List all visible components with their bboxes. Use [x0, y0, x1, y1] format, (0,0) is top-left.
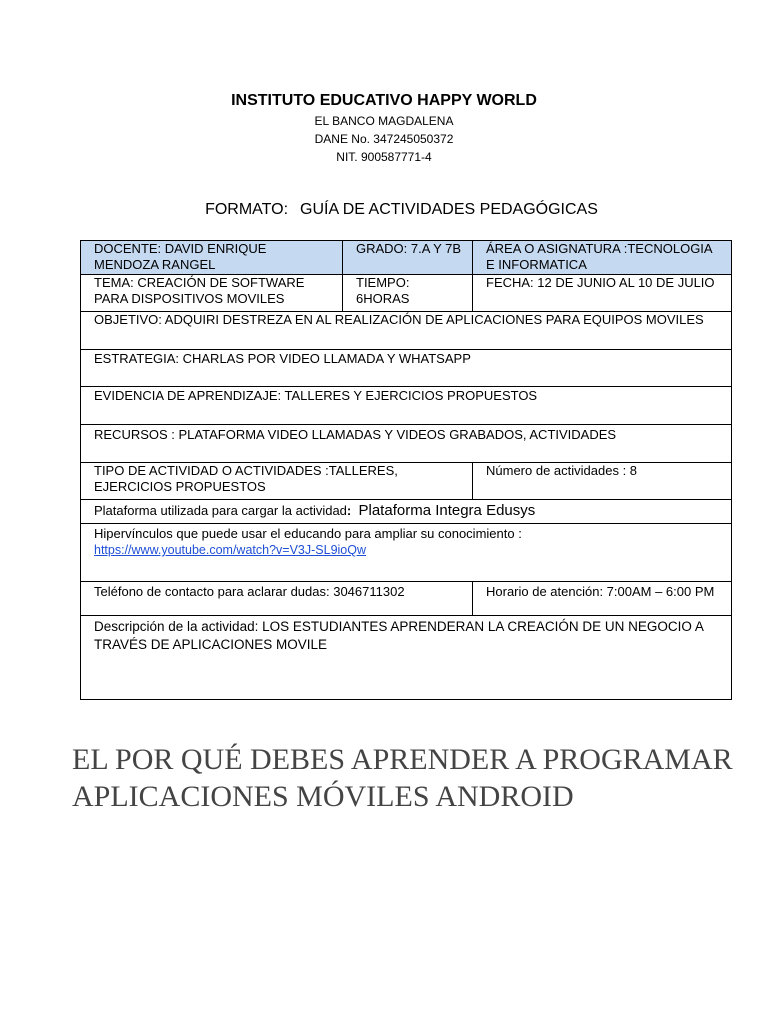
table-row: [81, 582, 732, 616]
area-cell: ÁREA O ASIGNATURA :TECNOLOGIA E INFORMATICA: [473, 241, 732, 275]
estrategia-cell: ESTRATEGIA: CHARLAS POR VIDEO LLAMADA Y WHATSAPP: [81, 350, 732, 387]
institution-name: INSTITUTO EDUCATIVO HAPPY WORLD: [231, 92, 537, 109]
table-row: [81, 312, 732, 350]
descripcion-cell: Descripción de la actividad: LOS ESTUDIANTES APRENDERAN LA CREACIÓN DE UN NEGOCIO A TRAVÉS DE APLICACIONES MOVILE: [81, 616, 732, 700]
table-row: [81, 387, 732, 425]
hipervinculos-label: Hipervínculos que puede usar el educando para ampliar su conocimiento :: [94, 526, 522, 541]
table-row: [81, 425, 732, 463]
dane-number: DANE No. 347245050372: [314, 132, 454, 146]
hipervinculos-cell: [81, 524, 732, 582]
table-row: [81, 463, 732, 500]
table-row: [81, 616, 732, 700]
format-title: GUÍA DE ACTIVIDADES PEDAGÓGICAS: [300, 201, 598, 218]
table-row: [81, 350, 732, 387]
youtube-link[interactable]: https://www.youtube.com/watch?v=V3J-SL9ioQw: [94, 543, 367, 557]
tiempo-cell: TIEMPO: 6HORAS: [343, 275, 473, 312]
table-row: [81, 500, 732, 524]
recursos-cell: RECURSOS : PLATAFORMA VIDEO LLAMADAS Y VIDEOS GRABADOS, ACTIVIDADES: [81, 425, 732, 463]
plataforma-value: Plataforma Integra Edusys: [358, 502, 536, 519]
grado-cell: GRADO: 7.A Y 7B: [343, 241, 473, 275]
objetivo-cell: OBJETIVO: ADQUIRI DESTREZA EN AL REALIZACIÓN DE APLICACIONES PARA EQUIPOS MOVILES: [81, 312, 732, 350]
telefono-cell: Teléfono de contacto para aclarar dudas: 3046711302: [81, 582, 473, 616]
evidencia-cell: EVIDENCIA DE APRENDIZAJE: TALLERES Y EJERCICIOS PROPUESTOS: [81, 387, 732, 425]
fecha-cell: FECHA: 12 DE JUNIO AL 10 DE JULIO: [473, 275, 732, 312]
plataforma-label: Plataforma utilizada para cargar la actividad: [94, 503, 347, 518]
tipo-actividad-cell: TIPO DE ACTIVIDAD O ACTIVIDADES :TALLERES, EJERCICIOS PROPUESTOS: [81, 463, 473, 500]
table-row: [81, 275, 732, 312]
document-header: [0, 90, 768, 166]
horario-cell: Horario de atención: 7:00AM – 6:00 PM: [473, 582, 732, 616]
institution-location: EL BANCO MAGDALENA: [314, 114, 454, 128]
activity-guide-table: [80, 240, 732, 700]
section-title: EL POR QUÉ DEBES APRENDER A PROGRAMAR APLICACIONES MÓVILES ANDROID: [72, 743, 733, 813]
numero-actividades-cell: Número de actividades : 8: [473, 463, 732, 500]
tema-cell: TEMA: CREACIÓN DE SOFTWARE PARA DISPOSITIVOS MOVILES: [81, 275, 343, 312]
format-heading: [0, 200, 768, 220]
plataforma-cell: [81, 500, 732, 524]
plataforma-colon: :: [346, 503, 352, 518]
table-row: [81, 524, 732, 582]
docente-cell: DOCENTE: DAVID ENRIQUE MENDOZA RANGEL: [81, 241, 343, 275]
format-label: FORMATO:: [205, 201, 289, 218]
table-row: [81, 241, 732, 275]
nit-number: NIT. 900587771-4: [336, 150, 432, 164]
